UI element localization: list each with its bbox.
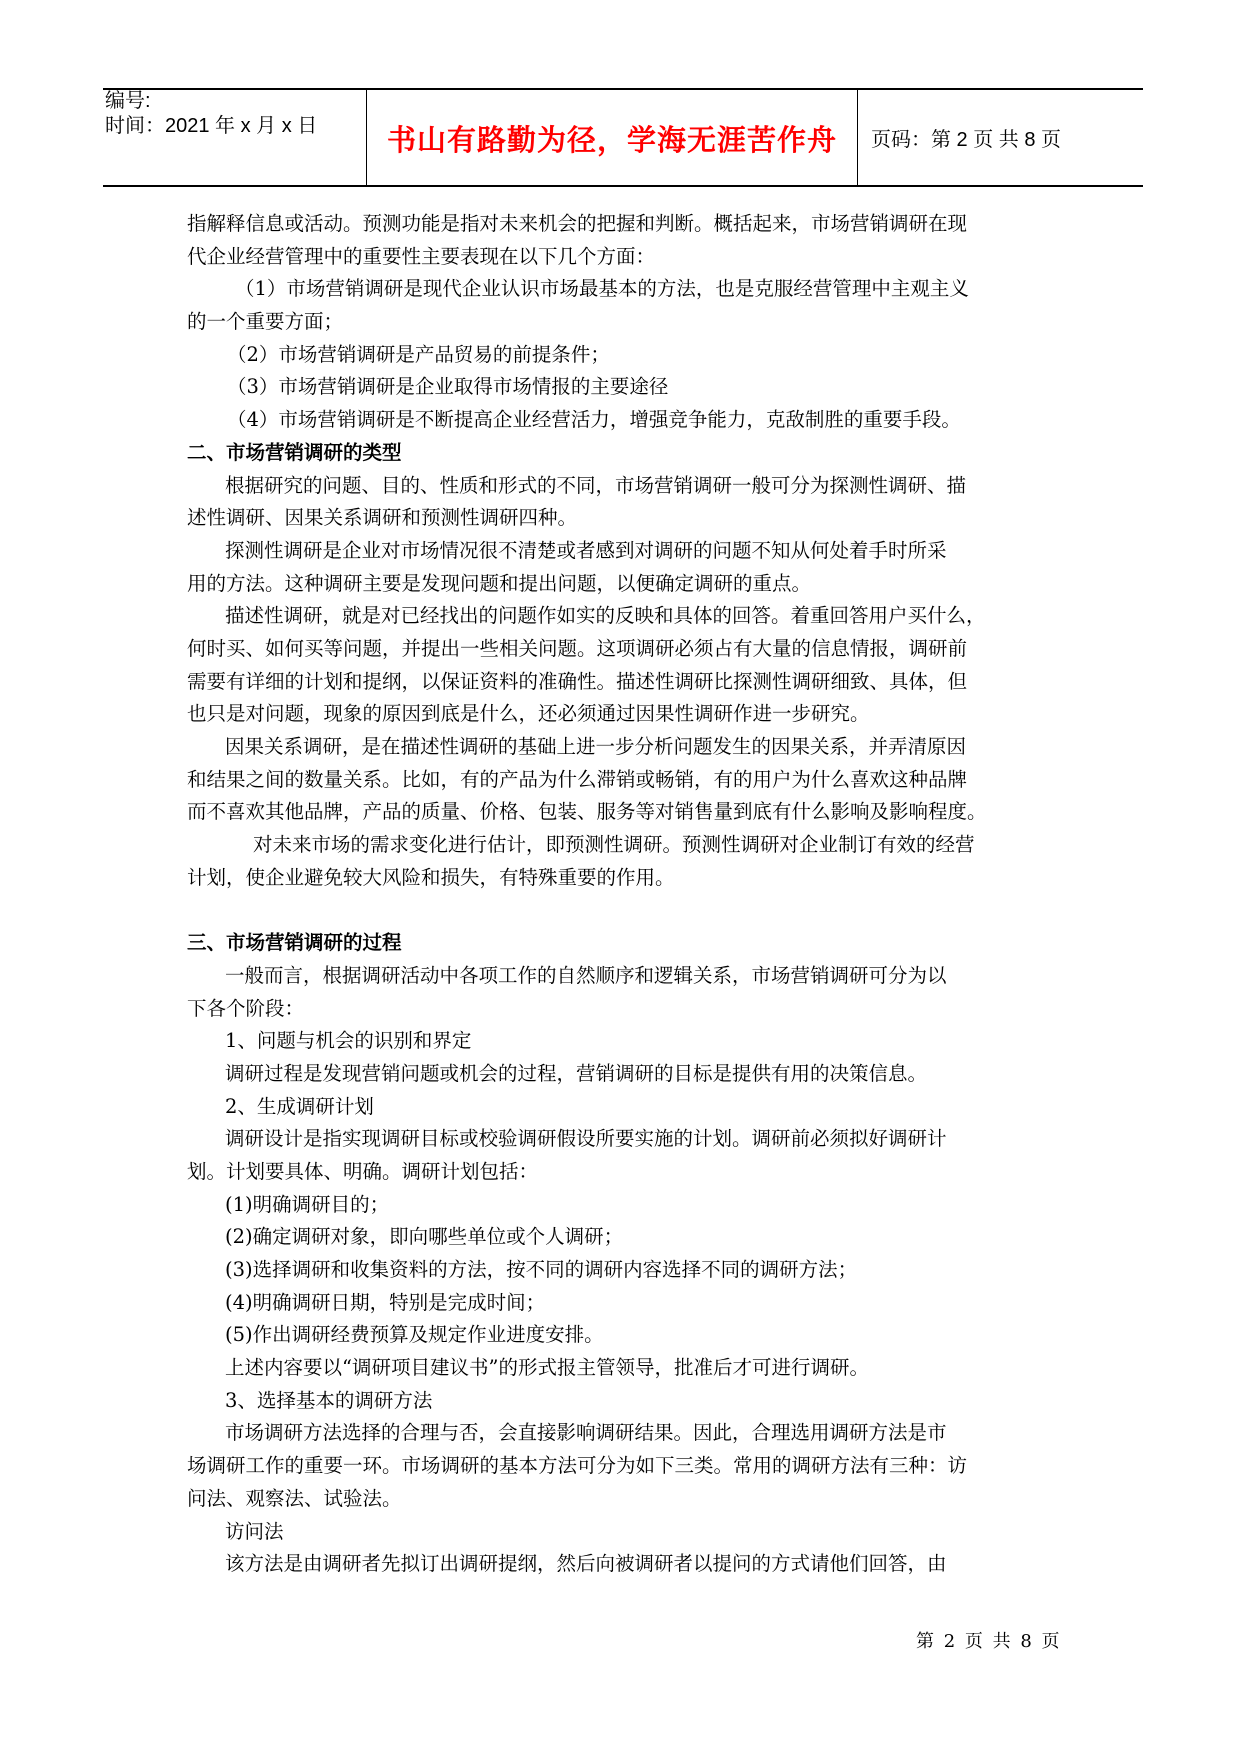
section-heading: 二、市场营销调研的类型 — [187, 440, 402, 464]
paragraph-line: 访问法 — [225, 1519, 284, 1543]
blank-line — [187, 894, 1057, 927]
page-footer: 第 2 页 共 8 页 — [916, 1631, 1062, 1652]
page-header — [103, 88, 1143, 187]
document-number-label: 编号: — [105, 90, 151, 112]
paragraph-line: 上述内容要以“调研项目建议书”的形式报主管领导，批准后才可进行调研。 — [225, 1356, 869, 1380]
paragraph-line: 的一个重要方面； — [187, 310, 344, 334]
document-time-label: 时间：2021 年 x 月 x 日 — [105, 115, 318, 137]
header-motto-cell — [367, 90, 858, 185]
paragraph-line: 调研过程是发现营销问题或机会的过程，营销调研的目标是提供有用的决策信息。 — [225, 1061, 928, 1085]
paragraph-line: 市场调研方法选择的合理与否，会直接影响调研结果。因此，合理选用调研方法是市 — [225, 1421, 947, 1445]
paragraph-line: 3、选择基本的调研方法 — [225, 1388, 433, 1412]
header-page-label: 页码：第 2 页 共 8 页 — [871, 129, 1062, 151]
paragraph-line: 指解释信息或活动。预测功能是指对未来机会的把握和判断。概括起来，市场营销调研在现 — [187, 212, 968, 235]
paragraph-line: 需要有详细的计划和提纲，以保证资料的准确性。描述性调研比探测性调研细致、具体，但 — [187, 669, 968, 693]
paragraph-line: 问法、观察法、试验法。 — [187, 1486, 402, 1510]
paragraph-line: (3)选择调研和收集资料的方法，按不同的调研内容选择不同的调研方法； — [225, 1258, 858, 1281]
paragraph-line: （2）市场营销调研是产品贸易的前提条件； — [227, 342, 610, 366]
paragraph-line: （4）市场营销调研是不断提高企业经营活力，增强竞争能力，克敌制胜的重要手段。 — [227, 408, 961, 432]
header-meta-cell — [103, 90, 367, 185]
paragraph-line: 1、问题与机会的识别和界定 — [225, 1029, 472, 1053]
header-page-cell — [859, 90, 1143, 185]
paragraph-line: 该方法是由调研者先拟订出调研提纲，然后向被调研者以提问的方式请他们回答，由 — [225, 1552, 947, 1576]
paragraph-line: 2、生成调研计划 — [225, 1094, 374, 1118]
paragraph-line: 代企业经营管理中的重要性主要表现在以下几个方面： — [187, 244, 656, 268]
paragraph-line: （1）市场营销调研是现代企业认识市场最基本的方法，也是克服经营管理中主观主义 — [235, 277, 969, 301]
paragraph-line: 场调研工作的重要一环。市场调研的基本方法可分为如下三类。常用的调研方法有三种：访 — [187, 1454, 968, 1478]
paragraph-line: 根据研究的问题、目的、性质和形式的不同，市场营销调研一般可分为探测性调研、描 — [225, 473, 967, 497]
paragraph-line: (4)明确调研日期，特别是完成时间； — [225, 1290, 546, 1314]
paragraph-line: 计划，使企业避免较大风险和损失，有特殊重要的作用。 — [187, 865, 675, 889]
paragraph-line: 用的方法。这种调研主要是发现问题和提出问题，以便确定调研的重点。 — [187, 571, 812, 595]
paragraph-line: 因果关系调研，是在描述性调研的基础上进一步分析问题发生的因果关系，并弄清原因 — [225, 735, 967, 758]
paragraph-line: 划。计划要具体、明确。调研计划包括： — [187, 1159, 539, 1183]
header-motto: 书山有路勤为径，学海无涯苦作舟 — [386, 123, 837, 157]
paragraph-line: (2)确定调研对象，即向哪些单位或个人调研； — [225, 1225, 624, 1249]
paragraph-line: 一般而言，根据调研活动中各项工作的自然顺序和逻辑关系，市场营销调研可分为以 — [225, 963, 947, 987]
paragraph-line: (1)明确调研目的； — [225, 1192, 390, 1216]
section-heading: 三、市场营销调研的过程 — [187, 931, 402, 955]
paragraph-line: 而不喜欢其他品牌，产品的质量、价格、包装、服务等对销售量到底有什么影响及影响程度。 — [187, 800, 987, 824]
document-body — [187, 208, 1057, 1581]
paragraph-line: (5)作出调研经费预算及规定作业进度安排。 — [225, 1323, 604, 1347]
paragraph-line: 述性调研、因果关系调研和预测性调研四种。 — [187, 506, 578, 530]
paragraph-line: 下各个阶段： — [187, 996, 305, 1020]
paragraph-line: 和结果之间的数量关系。比如，有的产品为什么滞销或畅销，有的用户为什么喜欢这种品牌 — [187, 767, 968, 791]
paragraph-line: 调研设计是指实现调研目标或校验调研假设所要实施的计划。调研前必须拟好调研计 — [225, 1127, 947, 1151]
paragraph-line: 也只是对问题，现象的原因到底是什么，还必须通过因果性调研作进一步研究。 — [187, 702, 870, 726]
paragraph-line: 对未来市场的需求变化进行估计，即预测性调研。预测性调研对企业制订有效的经营 — [253, 833, 975, 857]
paragraph-line: 探测性调研是企业对市场情况很不清楚或者感到对调研的问题不知从何处着手时所采 — [225, 538, 947, 562]
paragraph-line: （3）市场营销调研是企业取得市场情报的主要途径 — [227, 375, 669, 399]
paragraph-line: 描述性调研，就是对已经找出的问题作如实的反映和具体的回答。着重回答用户买什么， — [225, 604, 986, 628]
paragraph-line: 何时买、如何买等问题，并提出一些相关问题。这项调研必须占有大量的信息情报，调研前 — [187, 636, 968, 660]
